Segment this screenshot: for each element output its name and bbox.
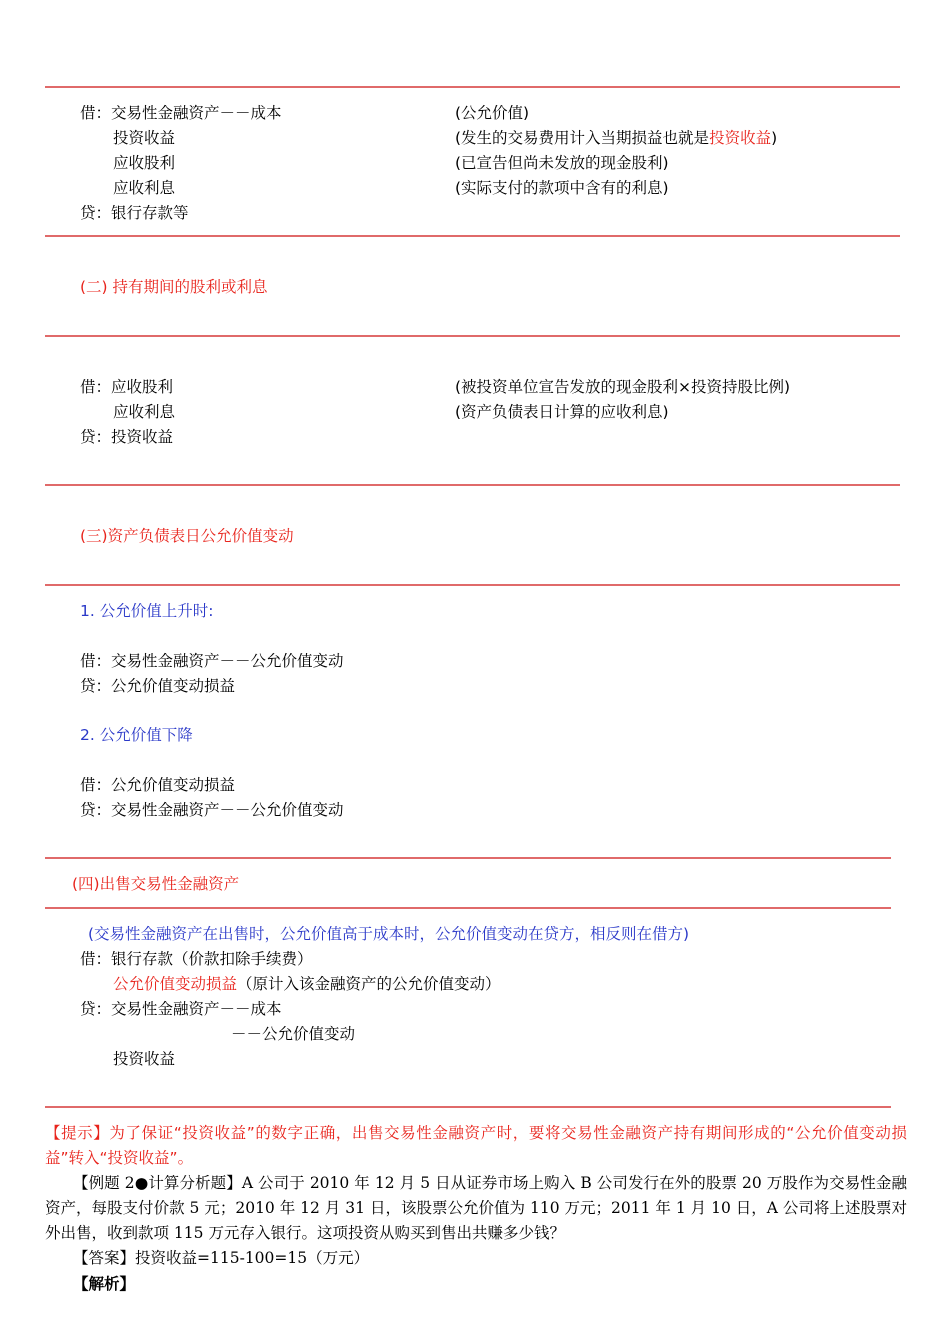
entry-note-declared-dividend: (已宣告但尚未发放的现金股利): [455, 154, 669, 172]
entry-note: （原计入该金融资产的公允价值变动）: [237, 975, 501, 993]
subheading-fair-value-drop: 2. 公允价值下降: [80, 726, 193, 744]
entry-credit-investment-income: 贷：投资收益: [80, 428, 174, 446]
entry-credit-fair-value-change: 贷：交易性金融资产－－公允价值变动: [80, 801, 344, 819]
separator-line: [45, 484, 900, 486]
entry-interest-receivable: 应收利息: [113, 403, 176, 421]
note-text: (发生的交易费用计入当期损益也就是: [455, 129, 710, 147]
answer-text: 投资收益=115-100=15（万元）: [135, 1249, 370, 1267]
entry-note-fair-value: (公允价值): [455, 104, 530, 122]
entry-credit-trading-asset-cost: 贷：交易性金融资产－－成本: [80, 1000, 282, 1018]
section-heading-dividends-interest: (二) 持有期间的股利或利息: [80, 278, 268, 296]
entry-investment-income: 投资收益: [113, 129, 176, 147]
entry-credit-bank-deposit: 贷：银行存款等: [80, 204, 189, 222]
sale-note: (交易性金融资产在出售时，公允价值高于成本时，公允价值变动在贷方，相反则在借方): [88, 925, 690, 943]
separator-line: [45, 1106, 891, 1108]
section-heading-fair-value-change: (三)资产负债表日公允价值变动: [80, 527, 294, 545]
answer-label: 【答案】: [73, 1249, 136, 1267]
example-paragraph: [45, 1171, 907, 1246]
entry-fair-value-gain-loss: [113, 974, 501, 994]
separator-line: [45, 907, 891, 909]
analysis-label: 【解析】: [73, 1274, 136, 1293]
entry-debit-fair-value-loss: 借：公允价值变动损益: [80, 776, 236, 794]
separator-line: [45, 86, 900, 88]
entry-note-dividend-ratio: (被投资单位宣告发放的现金股利×投资持股比例): [455, 378, 791, 396]
entry-note-interest: (实际支付的款项中含有的利息): [455, 179, 669, 197]
example-text: A 公司于 2010 年 12 月 5 日从证券市场上购入 B 公司发行在外的股票 20 万股作为交易性金融资产，每股支付价款 5 元；2010 年 12 月 31 日，该股票公允价值为 110 万元；2011 年 1 月 10 日，A 公司将上述股票对外出售，收到款项 115 万元存入银行。这项投资从购买到售出共赚多少钱？: [45, 1174, 907, 1242]
note-text-end: ): [771, 129, 778, 147]
entry-credit-fair-value-gain: 贷：公允价值变动损益: [80, 677, 236, 695]
entry-note-transaction-fee: [455, 128, 777, 148]
entry-debit-trading-asset-cost: 借：交易性金融资产－－成本: [80, 104, 282, 122]
section-heading-sale: (四)出售交易性金融资产: [72, 875, 240, 893]
entry-debit-dividend-receivable: 借：应收股利: [80, 378, 174, 396]
highlight-investment-income: 投资收益: [709, 129, 772, 147]
entry-credit-fair-value-change: －－公允价值变动: [231, 1025, 356, 1043]
entry-investment-income: 投资收益: [113, 1050, 176, 1068]
separator-line: [45, 235, 900, 237]
entry-dividend-receivable: 应收股利: [113, 154, 176, 172]
entry-interest-receivable: 应收利息: [113, 179, 176, 197]
example-label: 【例题 2●计算分析题】: [73, 1174, 242, 1192]
entry-debit-fair-value-change: 借：交易性金融资产－－公允价值变动: [80, 652, 344, 670]
highlight-fair-value-gain-loss: 公允价值变动损益: [113, 975, 238, 993]
separator-line: [45, 335, 900, 337]
entry-debit-bank-deposit: 借：银行存款（价款扣除手续费）: [80, 950, 313, 968]
tip-paragraph: 【提示】为了保证“投资收益”的数字正确，出售交易性金融资产时，要将交易性金融资产持有期间形成的“公允价值变动损益”转入“投资收益”。: [45, 1124, 907, 1167]
answer-line: [73, 1246, 369, 1271]
subheading-fair-value-rise: 1. 公允价值上升时:: [80, 602, 214, 620]
separator-line: [45, 584, 900, 586]
separator-line: [45, 857, 891, 859]
entry-note-balance-interest: (资产负债表日计算的应收利息): [455, 403, 669, 421]
